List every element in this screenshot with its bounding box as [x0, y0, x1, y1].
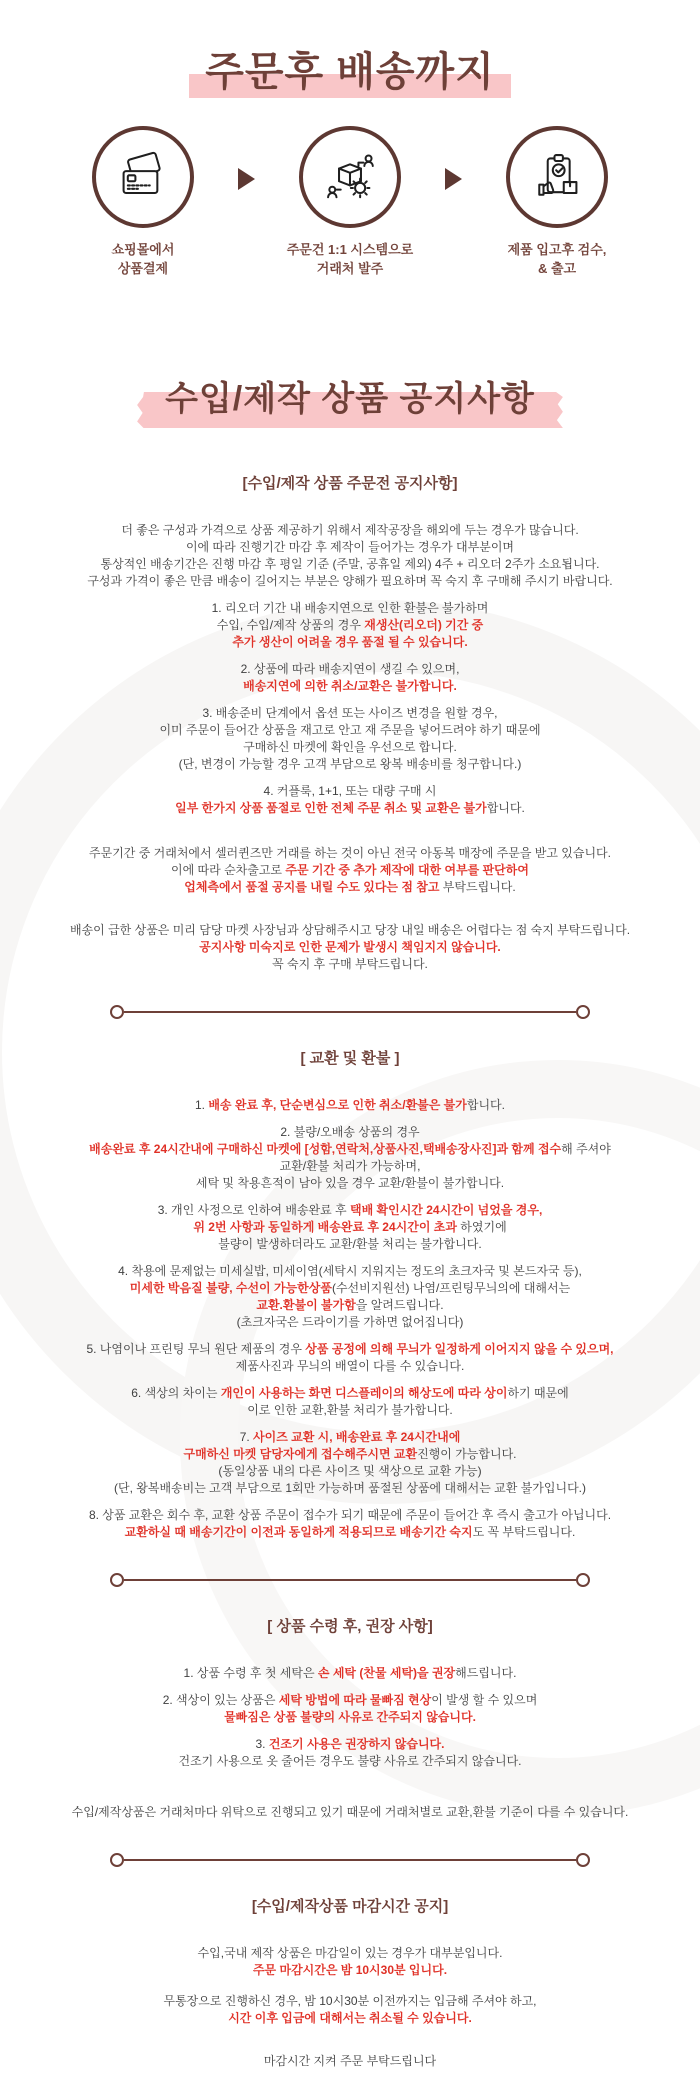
paragraph	[0, 845, 700, 896]
step-inspection	[462, 126, 652, 278]
text-segment: 마감시간 지켜 주문 부탁드립니다	[263, 2054, 437, 2068]
text-segment: 주문 마감시간은 밤 10시30분 입니다.	[252, 1963, 448, 1977]
text-segment: 손 세탁 (찬물 세탁)을 권장	[317, 1666, 456, 1680]
inspection-shipping-icon	[530, 150, 584, 204]
text-line	[0, 522, 700, 539]
divider-line	[124, 1859, 576, 1862]
text-segment: 공지사항 미숙지로 인한 문제가 발생시 책임지지 않습니다.	[199, 940, 501, 954]
paragraph	[0, 661, 700, 695]
text-segment: 구매하신 마켓 담당자에게 접수해주시면 교환	[183, 1447, 418, 1461]
arrow-icon	[238, 168, 255, 190]
text-segment: 수입,국내 제작 상품은 마감일이 있는 경우가 대부분입니다.	[197, 1946, 503, 1960]
text-line	[0, 661, 700, 678]
divider-line	[124, 1011, 576, 1014]
text-segment: 1.	[195, 1098, 209, 1112]
paragraph	[0, 522, 700, 590]
text-segment: 1. 리오더 기간 내 배송지연으로 인한 환불은 불가하며	[211, 601, 489, 615]
text-line	[0, 1402, 700, 1419]
text-segment: 배송지연에 의한 취소/교환은 불가합니다.	[243, 679, 457, 693]
step-payment-label-line1: 쇼핑몰에서	[111, 242, 175, 257]
text-segment: 합니다.	[486, 801, 525, 815]
text-segment: 4. 커플룩, 1+1, 또는 대량 구매 시	[263, 784, 437, 798]
section-divider	[110, 1573, 590, 1587]
paragraph	[0, 922, 700, 973]
text-line	[0, 556, 700, 573]
paragraph	[0, 2053, 700, 2070]
divider-ring	[110, 1573, 124, 1587]
notice-title-section	[0, 378, 700, 420]
paragraph	[0, 1993, 700, 2027]
text-line	[0, 1297, 700, 1314]
steps-row	[0, 126, 700, 278]
text-line	[0, 922, 700, 939]
paragraph	[0, 1665, 700, 1682]
text-line	[0, 1524, 700, 1541]
text-segment: 이에 따라 순차출고로	[171, 863, 286, 877]
step-order-system-label	[287, 240, 413, 278]
divider-ring	[110, 1853, 124, 1867]
text-segment: 7.	[239, 1430, 254, 1444]
text-segment: 하였기에	[456, 1220, 507, 1234]
paragraph	[0, 600, 700, 651]
step-inspection-circle	[506, 126, 608, 228]
step-order-system	[255, 126, 445, 278]
text-line	[0, 1341, 700, 1358]
hero-section	[0, 0, 700, 278]
paragraph	[0, 1263, 700, 1331]
text-line	[0, 783, 700, 800]
text-segment: (단, 왕복배송비는 고객 부담으로 1회만 가능하며 품절된 상품에 대해서는 교환 불가입니다.)	[114, 1481, 586, 1495]
text-segment: 6. 색상의 차이는	[131, 1386, 221, 1400]
step-payment-label	[112, 240, 175, 278]
credit-card-icon	[116, 150, 170, 204]
text-line	[0, 2053, 700, 2070]
text-segment: 위 2번 사항과 동일하게 배송완료 후 24시간이 초과	[193, 1220, 457, 1234]
text-line	[0, 862, 700, 879]
text-line	[0, 1280, 700, 1297]
text-line	[0, 1753, 700, 1770]
text-segment: 을 알려드립니다.	[355, 1298, 444, 1312]
text-segment: 배송완료 후 24시간내에 구매하신 마켓에 [성함,연락처,상품사진,택배송장사진]과 함께 접수	[89, 1142, 562, 1156]
text-segment: 교환/환불 처리가 가능하며,	[279, 1159, 421, 1173]
section-divider	[110, 1005, 590, 1019]
divider-ring	[576, 1573, 590, 1587]
text-segment: 세탁 및 착용흔적이 남아 있을 경우 교환/환불이 불가합니다.	[195, 1176, 505, 1190]
text-segment: 3. 개인 사정으로 인하여 배송완료 후	[157, 1203, 350, 1217]
step-order-system-circle	[299, 126, 401, 228]
text-segment: 구매하신 마켓에 확인을 우선으로 합니다.	[243, 740, 457, 754]
step-inspection-label-line2: & 출고	[537, 261, 577, 276]
hero-title-wrap	[205, 50, 495, 94]
paragraph	[0, 1507, 700, 1541]
text-line	[0, 634, 700, 651]
text-line	[0, 1429, 700, 1446]
divider-line	[124, 1579, 576, 1582]
text-line	[0, 1962, 700, 1979]
text-segment: 개인이 사용하는 화면 디스플레이의 해상도에 따라 상이	[220, 1386, 508, 1400]
text-line	[0, 573, 700, 590]
text-segment: 건조기 사용으로 옷 줄어든 경우도 불량 사유로 간주되지 않습니다.	[178, 1754, 522, 1768]
notice-title-wrap	[165, 378, 535, 420]
text-line	[0, 1945, 700, 1962]
text-segment: 구성과 가격이 좋은 만큼 배송이 길어지는 부분은 양해가 필요하며 꼭 숙지 후 구매해 주시기 바랍니다.	[87, 574, 613, 588]
step-order-system-label-line2: 거래처 발주	[316, 261, 384, 276]
paragraph	[0, 1097, 700, 1114]
text-segment: 2. 불량/오배송 상품의 경우	[280, 1125, 420, 1139]
paragraph	[0, 705, 700, 773]
text-segment: 불량이 발생하더라도 교환/환불 처리는 불가합니다.	[218, 1237, 482, 1251]
text-line	[0, 956, 700, 973]
paragraph	[0, 1341, 700, 1375]
text-segment: 재생산(리오더) 기간 중	[364, 618, 484, 632]
text-line	[0, 1385, 700, 1402]
text-segment: (단, 변경이 가능할 경우 고객 부담으로 왕복 배송비를 청구합니다.)	[178, 757, 522, 771]
step-payment	[48, 126, 238, 278]
sections	[0, 474, 700, 2100]
text-line	[0, 1993, 700, 2010]
text-segment: 1. 상품 수령 후 첫 세탁은	[183, 1666, 318, 1680]
text-segment: 이로 인한 교환,환불 처리가 불가합니다.	[247, 1403, 453, 1417]
text-line	[0, 1480, 700, 1497]
text-line	[0, 1692, 700, 1709]
text-line	[0, 1665, 700, 1682]
text-segment: 꼭 숙지 후 구매 부탁드립니다.	[272, 957, 428, 971]
text-segment: 세탁 방법에 따라 물빠짐 현상	[278, 1693, 432, 1707]
section-divider	[110, 1853, 590, 1867]
paragraph	[0, 1945, 700, 1979]
text-line	[0, 1236, 700, 1253]
text-segment: 3. 배송준비 단계에서 옵션 또는 사이즈 변경을 원할 경우,	[202, 706, 498, 720]
text-segment: 부탁드립니다.	[439, 880, 516, 894]
text-segment: 사이즈 교환 시, 배송완료 후 24시간내에	[253, 1430, 461, 1444]
text-line	[0, 1314, 700, 1331]
paragraph	[0, 1385, 700, 1419]
text-segment: 제품사진과 무늬의 배열이 다를 수 있습니다.	[235, 1359, 465, 1373]
text-line	[0, 539, 700, 556]
paragraph	[0, 1736, 700, 1770]
divider-ring	[110, 1005, 124, 1019]
text-segment: 이에 따라 진행기간 마감 후 제작이 들어가는 경우가 대부분이며	[185, 540, 515, 554]
text-line	[0, 1736, 700, 1753]
text-segment: 해드립니다.	[455, 1666, 517, 1680]
paragraph	[0, 1804, 700, 1821]
text-segment: 해 주셔야	[561, 1142, 611, 1156]
text-segment: 시간 이후 입금에 대해서는 취소될 수 있습니다.	[228, 2011, 472, 2025]
paragraph	[0, 1202, 700, 1253]
paragraph	[0, 1429, 700, 1497]
text-segment: 2. 색상이 있는 상품은	[162, 1693, 279, 1707]
section-heading: [수입/제작 상품 주문전 공지사항]	[242, 475, 458, 492]
text-line	[0, 939, 700, 956]
paragraph	[0, 1124, 700, 1192]
hero-title: 주문후 배송까지	[205, 50, 495, 94]
text-line	[0, 678, 700, 695]
text-line	[0, 1141, 700, 1158]
divider-ring	[576, 1853, 590, 1867]
paragraph	[0, 783, 700, 817]
text-segment: 통상적인 배송기간은 진행 마감 후 평일 기준 (주말, 공휴일 제외) 4주 + 리오더 2주가 소요됩니다.	[100, 557, 600, 571]
text-segment: 이미 주문이 들어간 상품을 재고로 안고 재 주문을 넣어드려야 하기 때문에	[159, 723, 541, 737]
arrow-icon	[445, 168, 462, 190]
text-segment: 배송 완료 후, 단순변심으로 인한 취소/환불은 불가	[208, 1098, 467, 1112]
text-segment: 주문기간 중 거래처에서 셀러퀸즈만 거래를 하는 것이 아닌 전국 아동복 매장에 주문을 받고 있습니다.	[89, 846, 611, 860]
text-line	[0, 1804, 700, 1821]
text-line	[0, 1446, 700, 1463]
text-segment: 상품 공정에 의해 무늬가 일정하게 이어지지 않을 수 있으며,	[305, 1342, 614, 1356]
text-segment: 합니다.	[466, 1098, 505, 1112]
section-heading: [ 교환 및 환불 ]	[300, 1050, 400, 1067]
notice-title: 수입/제작 상품 공지사항	[165, 380, 535, 418]
text-line	[0, 1463, 700, 1480]
text-segment: 업체측에서 품절 공지를 내릴 수도 있다는 점 참고	[184, 880, 440, 894]
text-segment: 더 좋은 구성과 가격으로 상품 제공하기 위해서 제작공장을 해외에 두는 경우가 많습니다.	[121, 523, 579, 537]
text-segment: 2. 상품에 따라 배송지연이 생길 수 있으며,	[240, 662, 460, 676]
paragraph	[0, 1692, 700, 1726]
text-segment: 4. 착용에 문제없는 미세실밥, 미세이염(세탁시 지워지는 정도의 초크자국 및 본드자국 등),	[118, 1264, 582, 1278]
text-line	[0, 2010, 700, 2027]
text-segment: 3.	[255, 1737, 269, 1751]
divider-ring	[576, 1005, 590, 1019]
text-line	[0, 705, 700, 722]
text-segment: 배송이 급한 상품은 미리 담당 마켓 사장님과 상담해주시고 당장 내일 배송은 어렵다는 점 숙지 부탁드립니다.	[69, 923, 631, 937]
text-line	[0, 845, 700, 862]
text-line	[0, 1097, 700, 1114]
text-segment: 하기 때문에	[507, 1386, 569, 1400]
text-line	[0, 756, 700, 773]
text-line	[0, 800, 700, 817]
text-line	[0, 1158, 700, 1175]
step-payment-label-line2: 상품결제	[117, 261, 169, 276]
text-segment: 주문 기간 중 추가 제작에 대한 여부를 판단하여	[285, 863, 529, 877]
text-line	[0, 617, 700, 634]
text-segment: 건조기 사용은 권장하지 않습니다.	[268, 1737, 445, 1751]
text-segment: 진행이 가능합니다.	[417, 1447, 517, 1461]
text-line	[0, 1709, 700, 1726]
text-segment: 일부 한가지 상품 품절로 인한 전체 주문 취소 및 교환은 불가	[175, 801, 487, 815]
text-line	[0, 1358, 700, 1375]
text-segment: 5. 나염이나 프린팅 무늬 원단 제품의 경우	[86, 1342, 306, 1356]
text-segment: 교환하실 때 배송기간이 이전과 동일하게 적용되므로 배송기간 숙지	[124, 1525, 473, 1539]
text-segment: (동일상품 내의 다른 사이즈 및 색상으로 교환 가능)	[218, 1464, 482, 1478]
text-line	[0, 722, 700, 739]
text-segment: 도 꼭 부탁드립니다.	[472, 1525, 576, 1539]
text-line	[0, 1202, 700, 1219]
text-line	[0, 1124, 700, 1141]
text-line	[0, 1219, 700, 1236]
text-segment: 물빠짐은 상품 불량의 사유로 간주되지 않습니다.	[224, 1710, 476, 1724]
text-segment: 8. 상품 교환은 회수 후, 교환 상품 주문이 접수가 되기 때문에 주문이 들어간 후 즉시 출고가 아닙니다.	[88, 1508, 612, 1522]
step-order-system-label-line1: 주문건 1:1 시스템으로	[286, 242, 414, 257]
section-heading: [수입/제작상품 마감시간 공지]	[251, 1898, 449, 1915]
text-line	[0, 600, 700, 617]
text-segment: 미세한 박음질 불량, 수선이 가능한상품	[129, 1281, 332, 1295]
text-segment: (수선비지원선) 나염/프린팅무늬의에 대해서는	[331, 1281, 571, 1295]
step-payment-circle	[92, 126, 194, 228]
text-segment: (초크자국은 드라이기를 가하면 없어집니다)	[236, 1315, 464, 1329]
step-inspection-label-line1: 제품 입고후 검수,	[507, 242, 607, 257]
text-line	[0, 1507, 700, 1524]
text-line	[0, 879, 700, 896]
text-segment: 수입, 수입/제작 상품의 경우	[216, 618, 365, 632]
text-line	[0, 739, 700, 756]
text-segment: 교환.환불이 불가함	[256, 1298, 356, 1312]
step-inspection-label	[508, 240, 607, 278]
text-segment: 이 발생 할 수 있으며	[431, 1693, 538, 1707]
text-segment: 수입/제작상품은 거래처마다 위탁으로 진행되고 있기 때문에 거래처별로 교환,환불 기준이 다를 수 있습니다.	[71, 1805, 629, 1819]
text-segment: 추가 생산이 어려울 경우 품절 될 수 있습니다.	[232, 635, 468, 649]
section-heading: [ 상품 수령 후, 권장 사항]	[267, 1618, 433, 1635]
text-segment: 택배 확인시간 24시간이 넘었을 경우,	[350, 1203, 543, 1217]
text-segment: 무통장으로 진행하신 경우, 밤 10시30분 이전까지는 입금해 주셔야 하고,	[163, 1994, 537, 2008]
order-system-icon	[323, 150, 377, 204]
text-line	[0, 1175, 700, 1192]
text-line	[0, 1263, 700, 1280]
